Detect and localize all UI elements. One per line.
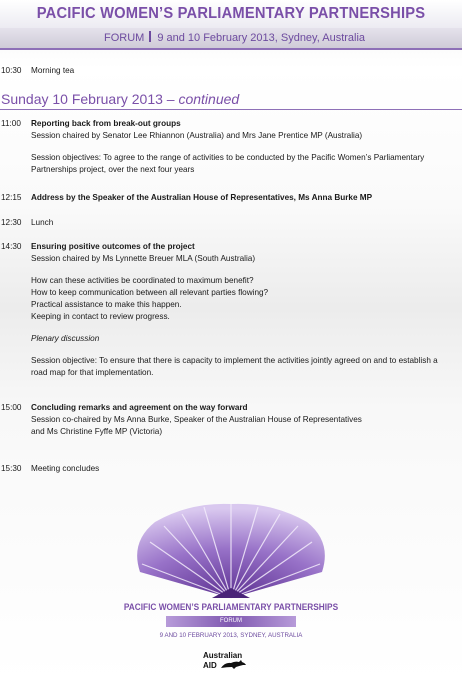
agenda-time: 11:00	[1, 119, 21, 128]
agenda-text: Lunch	[31, 218, 54, 227]
question-2: How to keep communication between all relevant parties flowing?	[31, 288, 269, 297]
agenda-time: 15:00	[1, 403, 22, 412]
spacer	[31, 142, 456, 152]
title-bar	[0, 0, 462, 28]
logo-forum: FORUM	[166, 616, 296, 627]
question-1: How can these activities be coordinated to maximum benefit?	[31, 276, 254, 285]
agenda-time: 14:30	[1, 242, 22, 251]
agenda-time: 12:30	[1, 218, 22, 227]
session-title: Address by the Speaker of the Australian House of Representatives, Ms Anna Burke MP	[31, 193, 373, 202]
subtitle-bar	[0, 28, 462, 50]
agenda-time: 12:15	[1, 193, 22, 202]
session-chair: Session chaired by Senator Lee Rhiannon (Australia) and Mrs Jane Prentice MP (Australia)	[31, 131, 363, 140]
question-3: Practical assistance to make this happen.	[31, 300, 182, 309]
agenda-text: Meeting concludes	[31, 464, 100, 473]
session-title: Concluding remarks and agreement on the way forward	[31, 403, 248, 412]
aid-line-2-text: AID	[203, 661, 217, 670]
header-subtitle	[104, 31, 365, 44]
header-title: PACIFIC WOMEN’S PARLIAMENTARY PARTNERSHIPS	[36, 5, 426, 22]
day-heading	[1, 91, 239, 107]
day-heading-rule	[0, 109, 462, 110]
logo-date: 9 AND 10 FEBRUARY 2013, SYDNEY, AUSTRALIA	[159, 632, 303, 639]
spacer	[31, 265, 456, 275]
session-objectives-line-1: Session objectives: To agree to the range of activities to be conducted by the Pacific Women’s Parliamentary	[31, 153, 425, 162]
session-objective-line-2: road map for that implementation.	[31, 368, 154, 377]
day-heading-main: Sunday 10 February 2013 –	[1, 91, 179, 107]
agenda-text: Morning tea	[31, 66, 75, 75]
header-date-place: 9 and 10 February 2013, Sydney, Australia	[157, 32, 366, 44]
logo-title: PACIFIC WOMEN’S PARLIAMENTARY PARTNERSHIPS	[123, 602, 339, 612]
scallop-shell-icon	[100, 502, 362, 602]
session-title: Ensuring positive outcomes of the project	[31, 242, 195, 251]
spacer	[31, 345, 456, 355]
session-objectives-line-2: Partnerships project, over the next four years	[31, 165, 195, 174]
australian-aid-logo	[203, 651, 263, 670]
agenda-body	[31, 118, 456, 176]
session-title: Reporting back from break-out groups	[31, 119, 181, 128]
agenda-time: 15:30	[1, 464, 22, 473]
agenda-body	[31, 402, 456, 438]
question-4: Keeping in contact to review progress.	[31, 312, 170, 321]
session-chair: Session chaired by Ms Lynnette Breuer MLA (South Australia)	[31, 254, 256, 263]
agenda-time: 10:30	[1, 66, 22, 75]
header-forum: FORUM	[104, 32, 145, 44]
kangaroo-icon	[219, 660, 247, 669]
session-chair-line-1: Session co-chaired by Ms Anna Burke, Speaker of the Australian House of Representatives	[31, 415, 362, 424]
aid-line-1: Australian	[203, 651, 243, 660]
aid-line-2	[203, 660, 263, 670]
day-heading-continued: continued	[178, 91, 240, 107]
page-header	[0, 0, 462, 52]
plenary-discussion: Plenary discussion	[31, 334, 100, 343]
forum-logo	[100, 502, 362, 682]
session-objective-line-1: Session objective: To ensure that there is capacity to implement the activities jointly agreed on and to establish a	[31, 356, 438, 365]
agenda-body	[31, 241, 456, 379]
header-separator	[149, 31, 151, 42]
session-chair-line-2: and Ms Christine Fyffe MP (Victoria)	[31, 427, 163, 436]
spacer	[31, 323, 456, 333]
